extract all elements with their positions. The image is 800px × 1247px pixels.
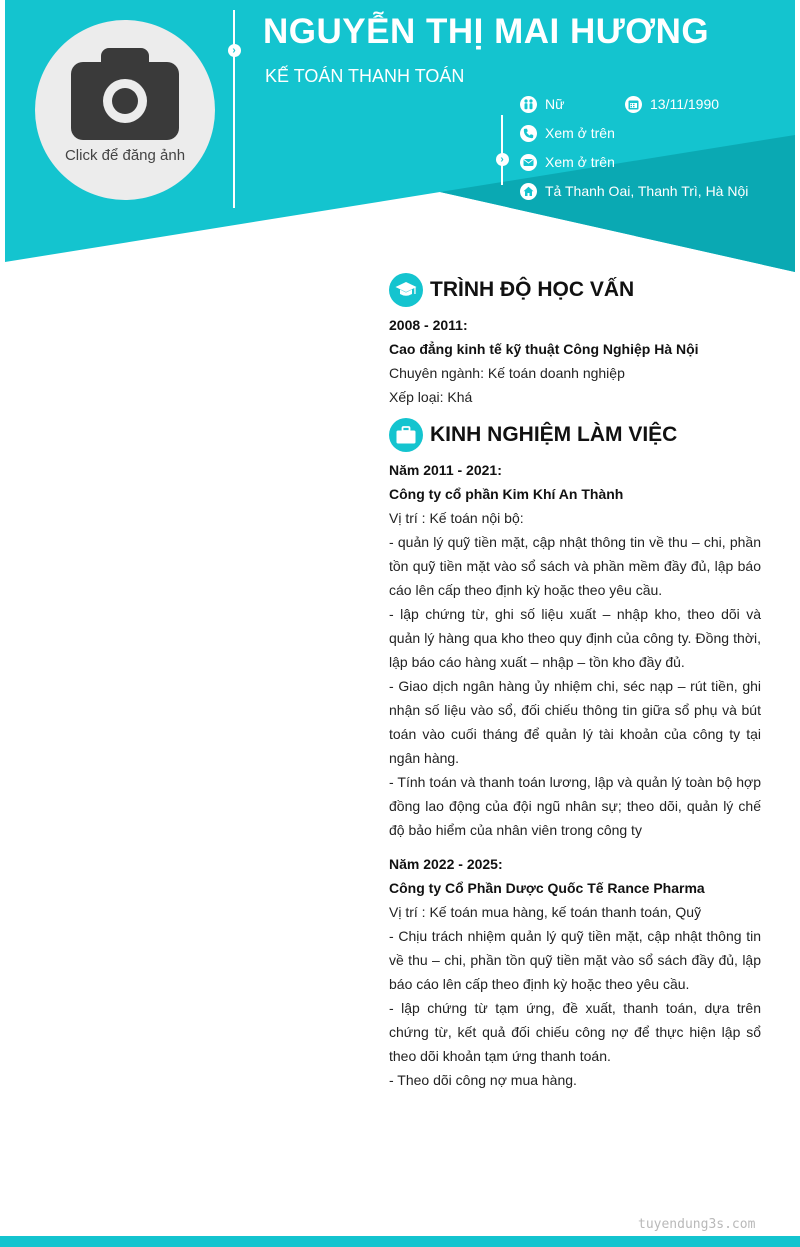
job-period: Năm 2011 - 2021:	[389, 462, 502, 478]
job-entry	[389, 458, 761, 842]
info-divider-line	[501, 115, 503, 185]
divider-line	[233, 10, 235, 208]
education-period: 2008 - 2011:	[389, 317, 468, 333]
email-icon	[520, 154, 537, 171]
calendar-icon	[625, 96, 642, 113]
email-value: Xem ở trên	[545, 154, 615, 170]
experience-heading	[389, 418, 761, 452]
education-grade: Xếp loại: Khá	[389, 389, 473, 405]
gender-value: Nữ	[545, 96, 565, 112]
header-banner	[0, 0, 800, 275]
footer-bar	[0, 1236, 800, 1247]
job-position: Vị trí : Kế toán mua hàng, kế toán thanh toán, Quỹ	[389, 904, 702, 920]
experience-section	[389, 418, 761, 1092]
info-email	[520, 153, 615, 171]
job-period: Năm 2022 - 2025:	[389, 856, 503, 872]
camera-icon	[71, 46, 179, 142]
info-phone	[520, 124, 615, 142]
phone-icon	[520, 125, 537, 142]
briefcase-icon	[389, 418, 423, 452]
education-section	[389, 273, 761, 409]
candidate-name: NGUYỄN THỊ MAI HƯƠNG	[263, 12, 710, 51]
job-duty: - quản lý quỹ tiền mặt, cập nhật thông tin về thu – chi, phần tồn quỹ tiền mặt vào sổ sách và phần mềm đầy đủ, lập báo cáo lên cấp theo định kỳ hoặc theo yêu cầu.	[389, 534, 761, 598]
info-birthday	[625, 95, 719, 113]
experience-title: KINH NGHIỆM LÀM VIỆC	[430, 423, 678, 446]
education-title: TRÌNH ĐỘ HỌC VẤN	[430, 278, 635, 301]
photo-upload[interactable]	[35, 20, 215, 200]
job-duty: - lập chứng từ, ghi số liệu xuất – nhập kho, theo dõi và quản lý hàng qua kho theo quy định của công ty. Đồng thời, lập báo cáo hàng xuất – nhập – tồn kho đầy đủ.	[389, 606, 761, 670]
job-entry	[389, 852, 761, 1092]
job-duty: - Tính toán và thanh toán lương, lập và quản lý toàn bộ hợp đồng lao động của đội ngũ nhân sự; theo dõi, quản lý chế độ bảo hiểm của nhân viên trong công ty	[389, 774, 761, 838]
birthday-value: 13/11/1990	[650, 96, 720, 112]
job-duty: - Chịu trách nhiệm quản lý quỹ tiền mặt, cập nhật thông tin về thu – chi, phần tồn quỹ tiền mặt vào sổ sách đầy đủ, lập báo cáo lên cấp theo định kỳ hoặc theo yêu cầu.	[389, 928, 761, 992]
job-duty: - Giao dịch ngân hàng ủy nhiệm chi, séc nạp – rút tiền, ghi nhận số liệu vào sổ, đối chiếu thông tin giữa sổ phụ và bút toán vào cuối tháng để quản lý tài khoản của công ty tại ngân hàng.	[389, 678, 761, 766]
info-gender	[520, 95, 564, 113]
home-icon	[520, 183, 537, 200]
job-position: Vị trí : Kế toán nội bộ:	[389, 510, 524, 526]
education-major: Chuyên ngành: Kế toán doanh nghiệp	[389, 365, 625, 381]
site-watermark: tuyendung3s.com	[638, 1217, 756, 1232]
education-school: Cao đẳng kinh tế kỹ thuật Công Nghiệp Hà Nội	[389, 341, 699, 357]
education-heading	[389, 273, 761, 307]
job-company: Công ty cổ phần Kim Khí An Thành	[389, 486, 624, 502]
photo-upload-label: Click để đăng ảnh	[64, 147, 186, 164]
job-duty: - Theo dõi công nợ mua hàng.	[389, 1072, 577, 1088]
job-company: Công ty Cổ Phần Dược Quốc Tế Rance Pharma	[389, 880, 705, 896]
candidate-job-title: KẾ TOÁN THANH TOÁN	[265, 66, 465, 86]
info-address	[520, 182, 748, 200]
chevron-right-icon: ›	[228, 44, 241, 57]
graduation-cap-icon	[389, 273, 423, 307]
gender-icon	[520, 96, 537, 113]
chevron-right-icon: ›	[496, 153, 509, 166]
phone-value: Xem ở trên	[545, 125, 615, 141]
address-value: Tả Thanh Oai, Thanh Trì, Hà Nội	[545, 183, 749, 199]
job-duty: - lập chứng từ tạm ứng, đề xuất, thanh toán, dựa trên chứng từ, kết quả đối chiếu công nợ để thực hiện lập sổ theo dõi khoản tạm ứng thanh toán.	[389, 1000, 761, 1064]
